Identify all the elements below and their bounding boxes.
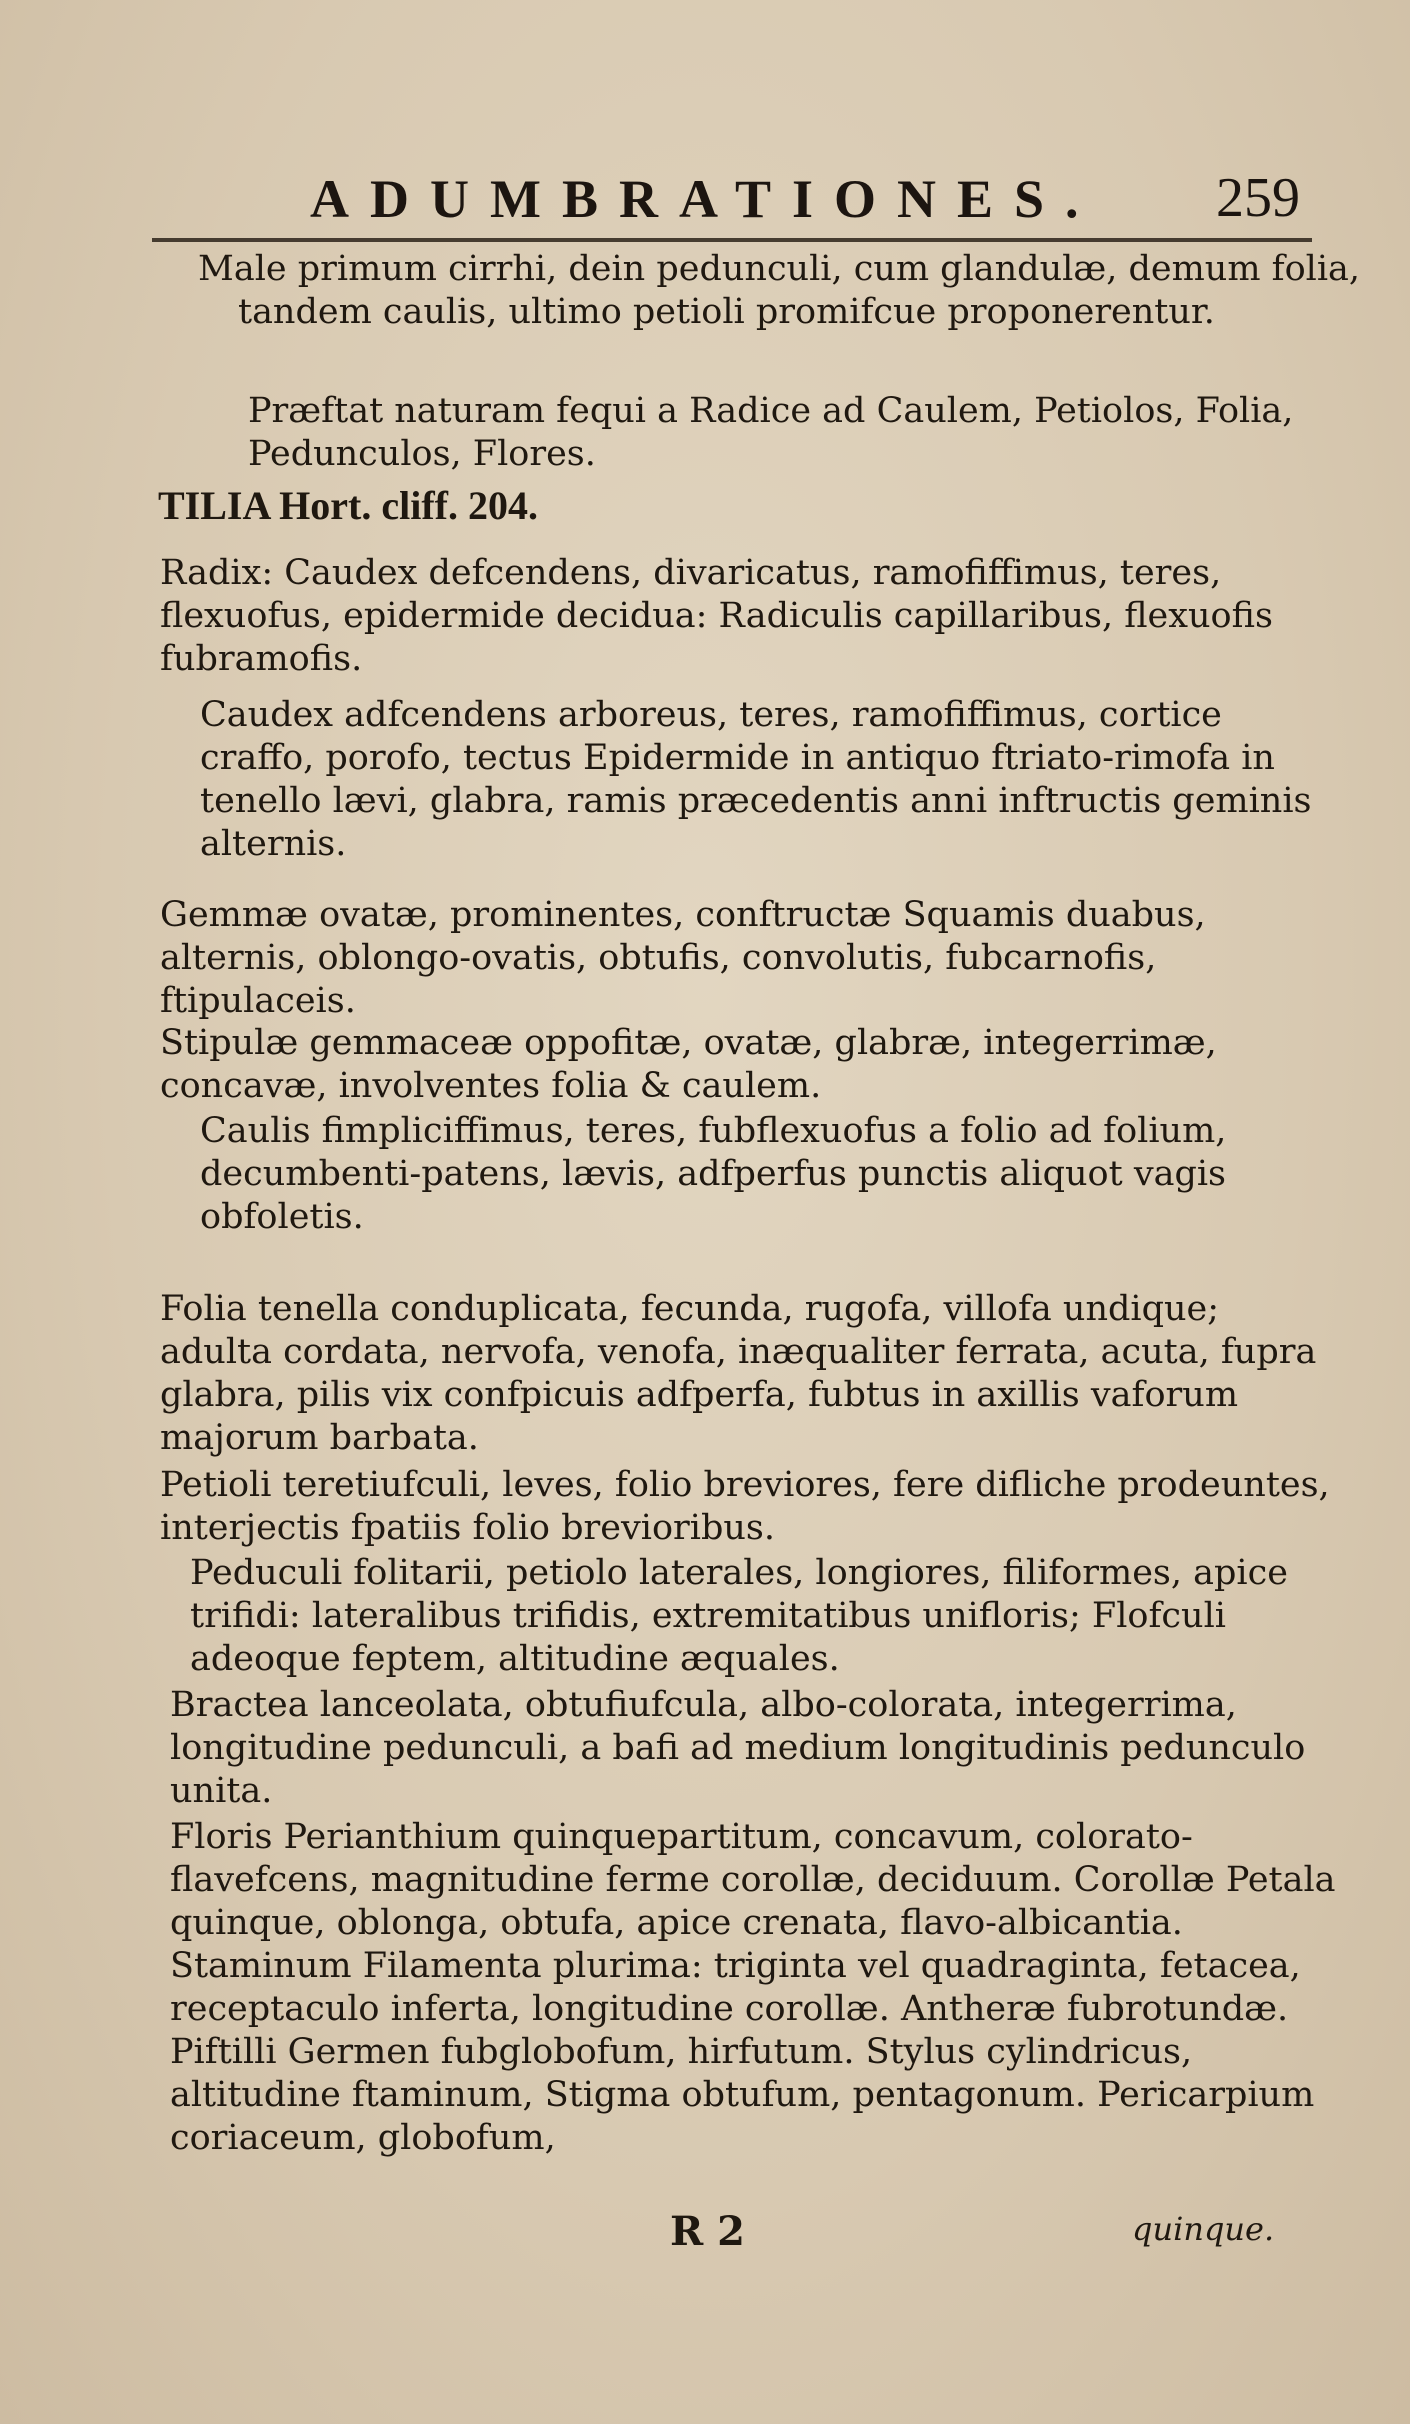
page-header bbox=[150, 160, 1310, 240]
paragraph: Peduculi folitarii, petiolo laterales, longiores, filiformes, apice trifidi: lateralibus trifidis, extremitatibus unifloris; Flofculi adeoque feptem, altitudine æquales. bbox=[190, 1553, 1288, 1679]
paragraph: Caulis fimpliciffimus, teres, fubflexuofus a folio ad folium, decumbenti-patens, lævis, adfperfus punctis aliquot vagis obfoletis. bbox=[200, 1111, 1227, 1237]
genus-heading: TILIA Hort. cliff. 204. bbox=[158, 483, 538, 528]
running-title: ADUMBRATIONES. bbox=[310, 169, 1100, 229]
catchword: quinque. bbox=[1132, 2210, 1275, 2248]
paragraph: Male primum cirrhi, dein pedunculi, cum glandulæ, demum folia, tandem caulis, ultimo petioli promifcue proponerentur. bbox=[198, 249, 1361, 332]
paragraph: Floris Perianthium quinquepartitum, concavum, colorato-flavefcens, magnitudine ferme corollæ, deciduum. Corollæ Petala quinque, oblonga, obtufa, apice crenata, flavo-albicantia. Staminum Filamenta plurima: triginta vel quadraginta, fetacea, receptaculo inferta, longitudine corollæ. Antheræ fubrotundæ. Piftilli Germen fubglobofum, hirfutum. Stylus cylindricus, altitudine ftaminum, Stigma obtufum, pentagonum. Pericarpium coriaceum, globofum, bbox=[170, 1817, 1336, 2158]
paragraph: Bractea lanceolata, obtufiufcula, albo-colorata, integerrima, longitudine pedunculi, a bafi ad medium longitudinis pedunculo unita. bbox=[170, 1685, 1306, 1811]
paragraph: Radix: Caudex defcendens, divaricatus, ramofiffimus, teres, flexuofus, epidermide decidua: Radiculis capillaribus, flexuofis fubramofis. bbox=[160, 553, 1273, 679]
paragraph: Folia tenella conduplicata, fecunda, rugofa, villofa undique; adulta cordata, nervofa, venofa, inæqualiter ferrata, acuta, fupra glabra, pilis vix confpicuis adfperfa, fubtus in axillis vaforum majorum barbata. bbox=[160, 1289, 1317, 1458]
paragraph: Caudex adfcendens arboreus, teres, ramofiffimus, cortice craffo, porofo, tectus Epidermide in antiquo ftriato-rimofa in tenello lævi, glabra, ramis præcedentis anni inftructis geminis alternis. bbox=[200, 695, 1312, 864]
paragraph: Gemmæ ovatæ, prominentes, conftructæ Squamis duabus, alternis, oblongo-ovatis, obtufis, convolutis, fubcarnofis, ftipulaceis. bbox=[160, 895, 1206, 1021]
paragraph: Stipulæ gemmaceæ oppofitæ, ovatæ, glabræ, integerrimæ, concavæ, involventes folia & caulem. bbox=[160, 1023, 1217, 1106]
page-number: 259 bbox=[1216, 167, 1300, 229]
paragraph: Præftat naturam fequi a Radice ad Caulem, Petiolos, Folia, Pedunculos, Flores. bbox=[248, 391, 1294, 474]
paragraph: Petioli teretiufculi, leves, folio breviores, fere difliche prodeuntes, interjectis fpatiis folio brevioribus. bbox=[160, 1465, 1330, 1548]
header-rule bbox=[152, 238, 1312, 242]
signature-mark: R 2 bbox=[670, 2208, 745, 2255]
